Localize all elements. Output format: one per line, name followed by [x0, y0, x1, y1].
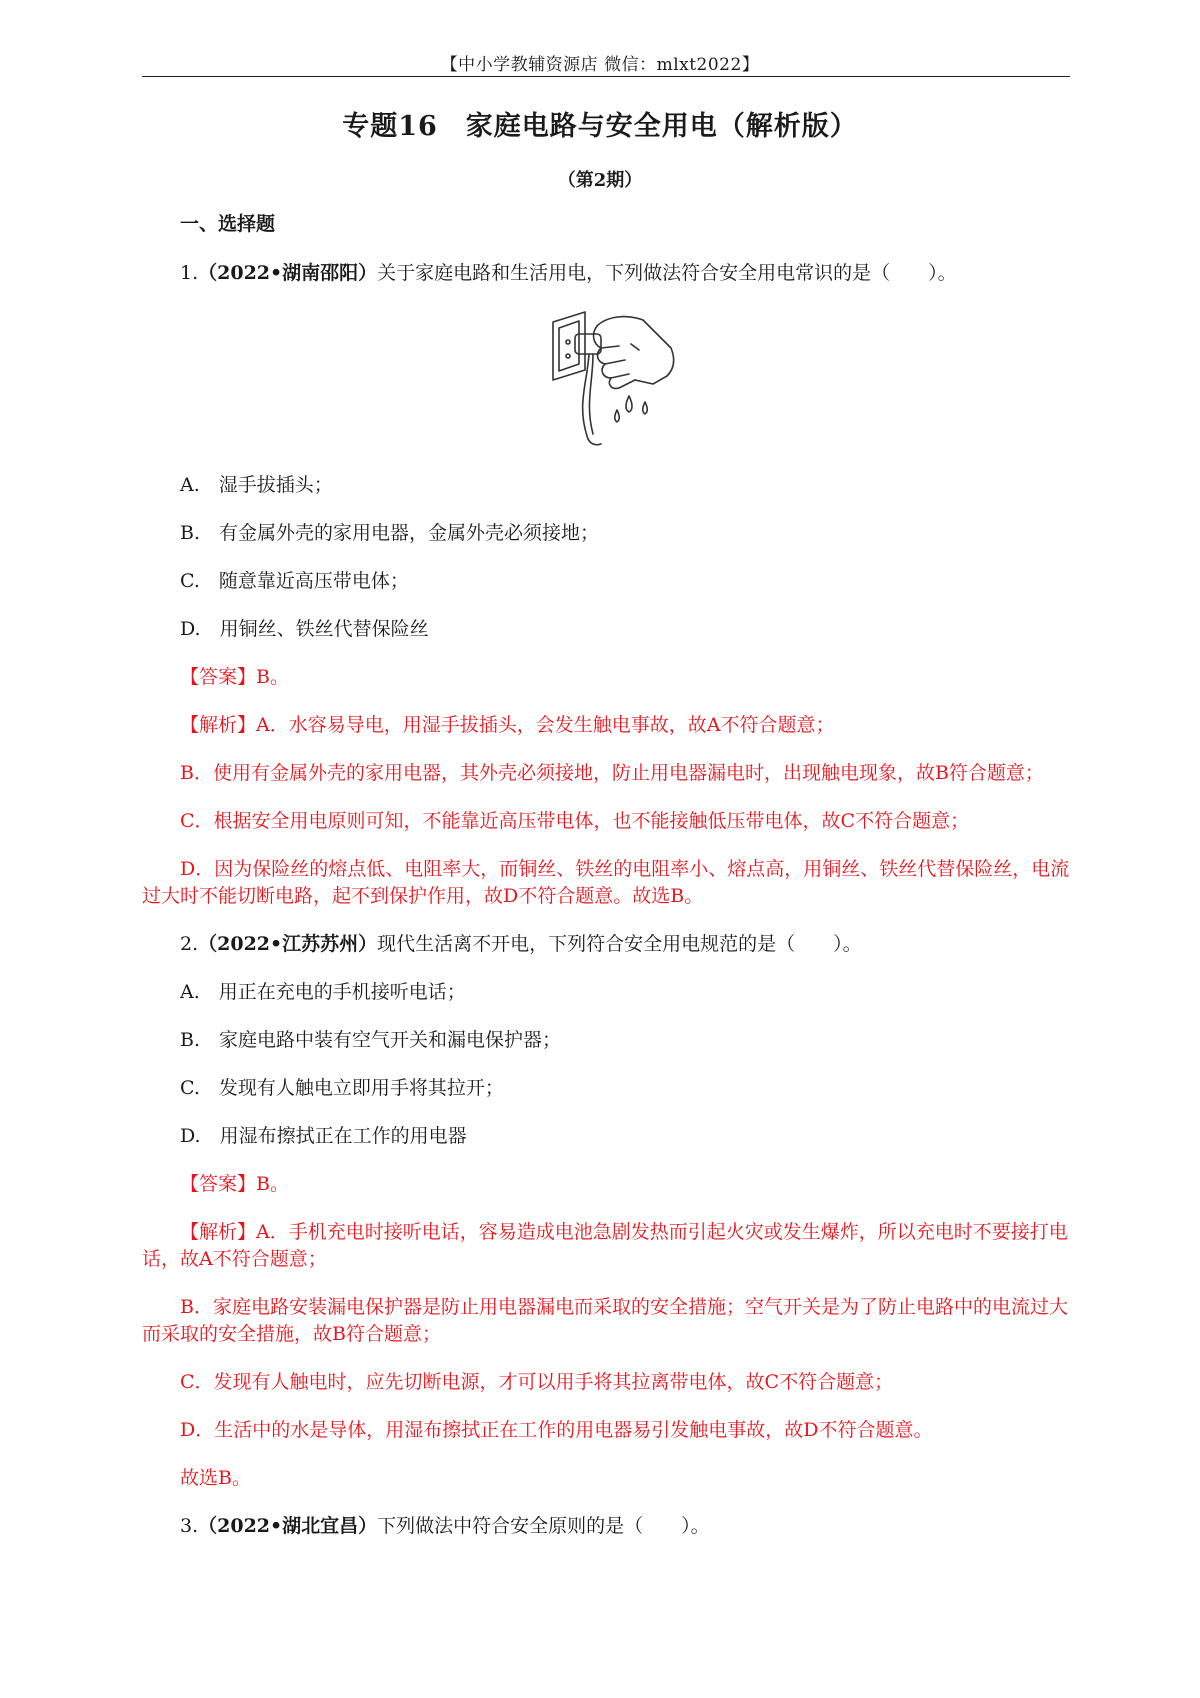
question-text: 现代生活离不开电，下列符合安全用电规范的是（ ）。: [377, 933, 862, 955]
header-watermark: 【中小学教辅资源店 微信：mlxt2022】: [440, 55, 760, 75]
question-3-stem: [142, 1513, 1070, 1540]
document-title: 专题16 家庭电路与安全用电（解析版）: [342, 111, 858, 142]
section-heading: 一、选择题: [180, 213, 276, 235]
answer-value: B。: [256, 666, 289, 688]
question-number: 1.: [180, 262, 199, 284]
q1-option-b: B. 有金属外壳的家用电器，金属外壳必须接地；: [180, 522, 600, 544]
header-rule: [142, 76, 1070, 77]
q1-option-d: D. 用铜丝、铁丝代替保险丝: [180, 618, 429, 640]
question-2-stem: [142, 931, 1070, 958]
document-body: [142, 211, 1070, 1561]
answer-tag: 【答案】: [180, 666, 257, 688]
q1-option-a: A. 湿手拔插头；: [180, 474, 333, 496]
analysis-text: A．水容易导电，用湿手拔插头，会发生触电事故，故A不符合题意；: [256, 714, 835, 736]
analysis-tag: 【解析】: [180, 1221, 257, 1243]
q1-analysis-b: B．使用有金属外壳的家用电器，其外壳必须接地，防止用电器漏电时，出现触电现象，故B符合题意；: [180, 762, 1044, 784]
q2-analysis-b: B．家庭电路安装漏电保护器是防止用电器漏电而采取的安全措施；空气开关是为了防止电路中的电流过大而采取的安全措施，故B符合题意；: [142, 1296, 1068, 1345]
q2-analysis-a: [142, 1219, 1070, 1273]
q1-analysis-a: [142, 712, 1070, 739]
q2-analysis-d: D．生活中的水是导体，用湿布擦拭正在工作的用电器易引发触电事故，故D不符合题意。: [180, 1419, 933, 1441]
q2-option-b: B. 家庭电路中装有空气开关和漏电保护器；: [180, 1029, 562, 1051]
q2-answer: [142, 1171, 1070, 1198]
answer-value: B。: [256, 1173, 289, 1195]
question-number: 3.: [180, 1515, 199, 1537]
wet-hand-unplugging-illustration: [535, 304, 685, 454]
q1-option-c: C. 随意靠近高压带电体；: [180, 570, 409, 592]
analysis-tag: 【解析】: [180, 714, 257, 736]
q2-option-c: C. 发现有人触电立即用手将其拉开；: [180, 1077, 504, 1099]
question-1-stem: [142, 260, 1070, 287]
q1-answer: [142, 664, 1070, 691]
q2-option-d: D. 用湿布擦拭正在工作的用电器: [180, 1125, 467, 1147]
answer-tag: 【答案】: [180, 1173, 257, 1195]
question-text: 下列做法中符合安全原则的是（ ）。: [377, 1515, 710, 1537]
q1-analysis-d: D．因为保险丝的熔点低、电阻率大，而铜丝、铁丝的电阻率小、熔点高，用铜丝、铁丝代替保险丝，电流过大时不能切断电路，起不到保护作用，故D不符合题意。故选B。: [142, 858, 1070, 907]
question-number: 2.: [180, 933, 199, 955]
question-text: 关于家庭电路和生活用电，下列做法符合安全用电常识的是（ ）。: [377, 262, 957, 284]
wet-hand-plug-figure: [142, 304, 1070, 460]
analysis-text: A．手机充电时接听电话，容易造成电池急剧发热而引起火灾或发生爆炸，所以充电时不要接打电话，故A不符合题意；: [142, 1221, 1068, 1270]
q2-conclusion: 故选B。: [180, 1467, 251, 1489]
question-source: （2022•江苏苏州）: [198, 933, 378, 955]
question-source: （2022•湖北宜昌）: [198, 1515, 378, 1537]
question-source: （2022•湖南邵阳）: [198, 262, 378, 284]
q2-option-a: A. 用正在充电的手机接听电话；: [180, 981, 466, 1003]
document-subtitle: （第2期）: [557, 170, 643, 191]
q2-analysis-c: C．发现有人触电时，应先切断电源，才可以用手将其拉离带电体，故C不符合题意；: [180, 1371, 894, 1393]
q1-analysis-c: C．根据安全用电原则可知，不能靠近高压带电体，也不能接触低压带电体，故C不符合题意；: [180, 810, 970, 832]
